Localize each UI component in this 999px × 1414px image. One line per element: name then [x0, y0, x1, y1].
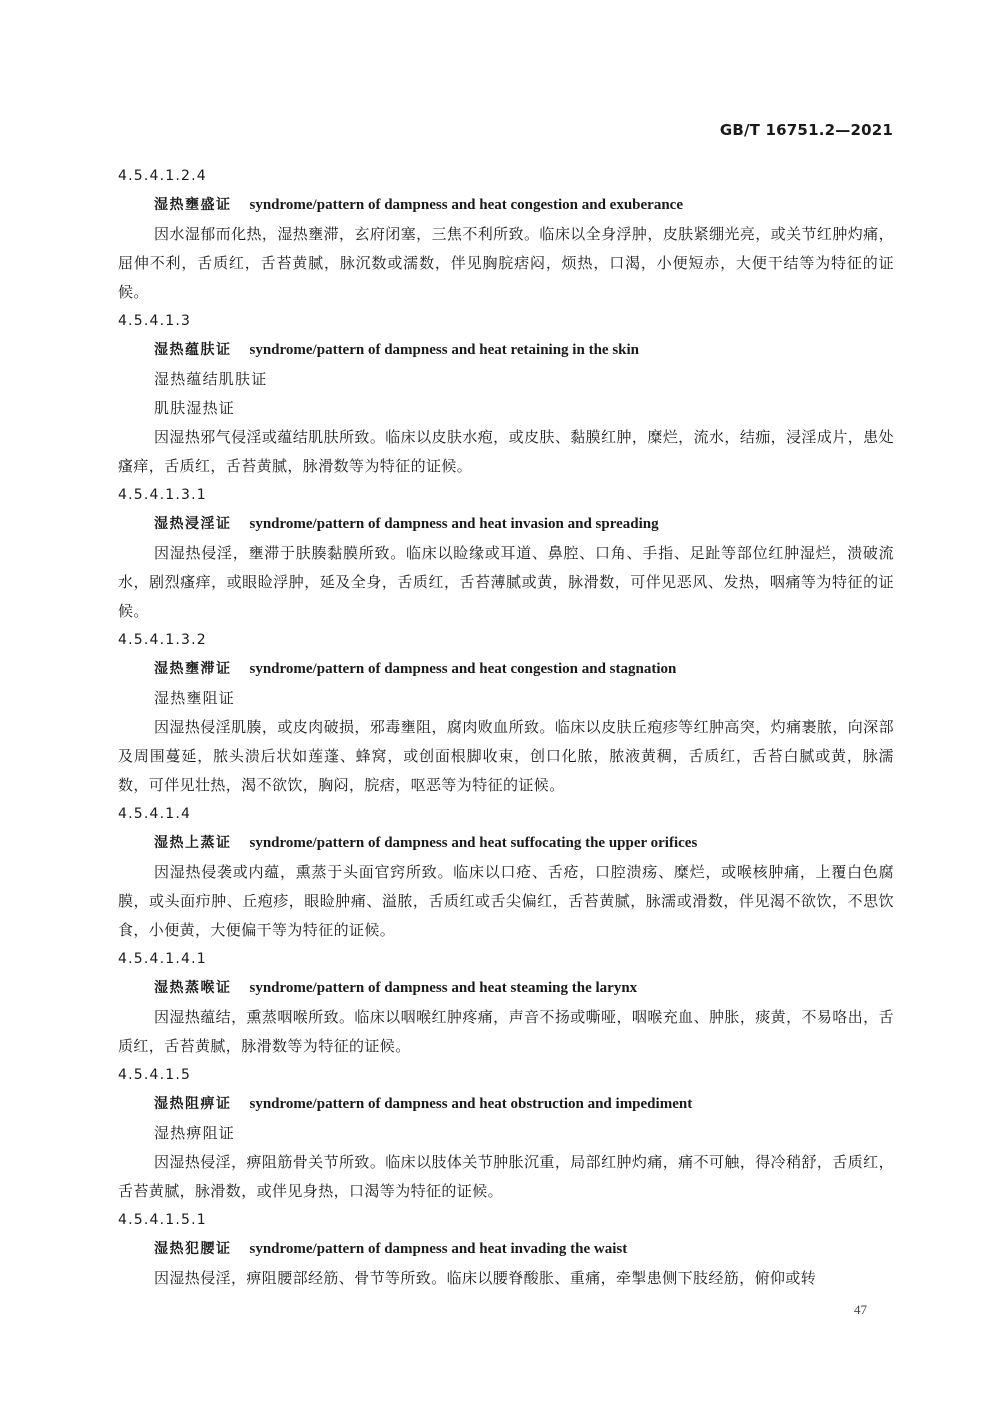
- entry-definition: 因水湿郁而化热，湿热壅滞，玄府闭塞，三焦不利所致。临床以全身浮肿，皮肤紧绷光亮，或关节红肿灼痛，屈伸不利，舌质红，舌苔黄腻，脉沉数或濡数，伴见胸脘痞闷，烦热，口渴，小便短赤，大便干结等为特征的证候。: [118, 225, 894, 301]
- term-english: syndrome/pattern of dampness and heat steaming the larynx: [249, 980, 638, 996]
- term-chinese: 湿热上蒸证: [154, 835, 232, 851]
- term-chinese: 湿热蒸喉证: [154, 980, 232, 996]
- term-english: syndrome/pattern of dampness and heat suffocating the upper orifices: [249, 835, 698, 851]
- entry-term: [118, 1235, 894, 1264]
- term-chinese: 湿热蕴肤证: [154, 342, 232, 358]
- entry-number: 4.5.4.1.4: [118, 806, 192, 822]
- entry-term: [118, 1090, 894, 1119]
- term-chinese: 湿热壅滞证: [154, 661, 232, 677]
- entry-number: 4.5.4.1.3.2: [118, 632, 207, 648]
- entry-number: 4.5.4.1.2.4: [118, 168, 207, 184]
- entry-synonym: 湿热壅阻证: [154, 689, 236, 707]
- entry-definition: 因湿热侵淫，壅滞于肤腠黏膜所致。临床以睑缘或耳道、鼻腔、口角、手指、足趾等部位红肿湿烂，溃破流水，剧烈瘙痒，或眼睑浮肿，延及全身，舌质红，舌苔薄腻或黄，脉滑数，可伴见恶风、发热，咽痛等为特征的证候。: [118, 544, 894, 620]
- entry-definition: 因湿热侵淫，痹阻腰部经筋、骨节等所致。临床以腰脊酸胀、重痛，牵掣患侧下肢经筋，俯仰或转: [154, 1269, 817, 1287]
- page-number: 47: [854, 1302, 867, 1317]
- entry-definition: 因湿热侵淫肌腠，或皮肉破损，邪毒壅阻，腐肉败血所致。临床以皮肤丘疱疹等红肿高突，灼痛裹脓，向深部及周围蔓延，脓头溃后状如莲蓬、蜂窝，或创面根脚收束，创口化脓，脓液黄稠，舌质红，舌苔白腻或黄，脉濡数，可伴见壮热，渴不欲饮，胸闷，脘痞，呕恶等为特征的证候。: [118, 718, 894, 794]
- term-english: syndrome/pattern of dampness and heat congestion and stagnation: [249, 661, 677, 677]
- entry-term: [118, 336, 894, 365]
- entry-definition: 因湿热邪气侵淫或蕴结肌肤所致。临床以皮肤水疱，或皮肤、黏膜红肿，糜烂，流水，结痂，浸淫成片，患处瘙痒，舌质红，舌苔黄腻，脉滑数等为特征的证候。: [118, 428, 894, 475]
- entry-term: [118, 655, 894, 684]
- term-chinese: 湿热壅盛证: [154, 197, 232, 213]
- term-english: syndrome/pattern of dampness and heat obstruction and impediment: [249, 1096, 693, 1112]
- standard-code: GB/T 16751.2—2021: [719, 121, 893, 139]
- entry-term: [118, 191, 894, 220]
- term-english: syndrome/pattern of dampness and heat congestion and exuberance: [249, 197, 683, 213]
- entry-definition: 因湿热蕴结，熏蒸咽喉所致。临床以咽喉红肿疼痛，声音不扬或嘶哑，咽喉充血、肿胀，痰黄，不易咯出，舌质红，舌苔黄腻，脉滑数等为特征的证候。: [118, 1008, 894, 1055]
- entry-number: 4.5.4.1.4.1: [118, 951, 207, 967]
- entry-number: 4.5.4.1.3: [118, 313, 192, 329]
- term-english: syndrome/pattern of dampness and heat invasion and spreading: [249, 516, 659, 532]
- document-body: [118, 162, 894, 1293]
- entry-number: 4.5.4.1.3.1: [118, 487, 207, 503]
- term-chinese: 湿热犯腰证: [154, 1241, 232, 1257]
- entry-number: 4.5.4.1.5.1: [118, 1212, 207, 1228]
- term-chinese: 湿热浸淫证: [154, 516, 232, 532]
- term-english: syndrome/pattern of dampness and heat invading the waist: [249, 1241, 628, 1257]
- entry-term: [118, 829, 894, 858]
- entry-synonym: 肌肤湿热证: [154, 399, 236, 417]
- entry-term: [118, 974, 894, 1003]
- term-english: syndrome/pattern of dampness and heat retaining in the skin: [249, 342, 640, 358]
- entry-definition: 因湿热侵袭或内蕴，熏蒸于头面官窍所致。临床以口疮、舌疮，口腔溃疡、糜烂，或喉核肿痛，上覆白色腐膜，或头面疖肿、丘疱疹，眼睑肿痛、溢脓，舌质红或舌尖偏红，舌苔黄腻，脉濡或滑数，伴见渴不欲饮，不思饮食，小便黄，大便偏干等为特征的证候。: [118, 863, 894, 939]
- entry-synonym: 湿热蕴结肌肤证: [154, 370, 268, 388]
- term-chinese: 湿热阻痹证: [154, 1096, 232, 1112]
- entry-definition: 因湿热侵淫，痹阻筋骨关节所致。临床以肢体关节肿胀沉重，局部红肿灼痛，痛不可触，得冷稍舒，舌质红，舌苔黄腻，脉滑数，或伴见身热，口渴等为特征的证候。: [118, 1153, 894, 1200]
- entry-term: [118, 510, 894, 539]
- entry-synonym: 湿热痹阻证: [154, 1124, 236, 1142]
- entry-number: 4.5.4.1.5: [118, 1067, 192, 1083]
